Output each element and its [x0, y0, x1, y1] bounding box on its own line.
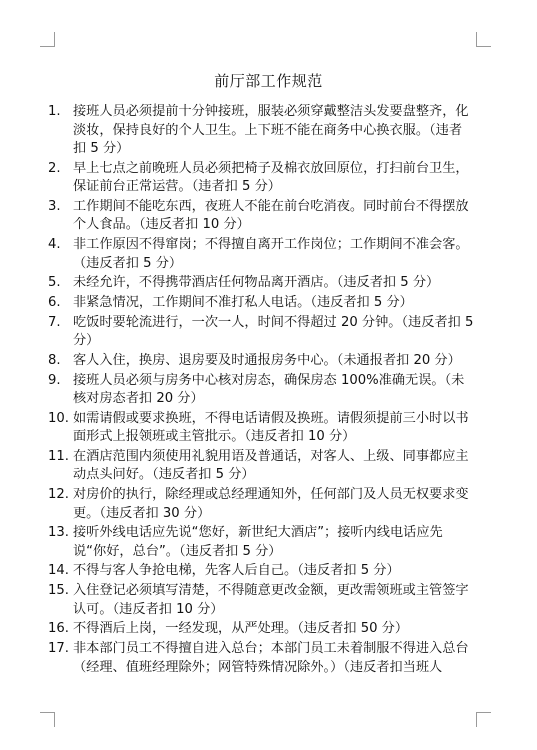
rule-number: 6. [48, 294, 61, 310]
rule-number: 5. [48, 275, 61, 291]
rule-number: 7. [48, 314, 61, 330]
rule-text: 入住登记必须填写清楚，不得随意更改金额，更改需领班或主管签字认可。（违反者扣 10 分） [73, 583, 469, 617]
rules-list [0, 103, 537, 678]
rule-number: 10. [48, 410, 69, 426]
crop-mark-bottom-left [40, 712, 55, 727]
rule-item [0, 410, 537, 447]
rule-number: 4. [48, 237, 61, 253]
rule-text: 不得与客人争抢电梯，先客人后自己。（违反者扣 5 分） [73, 563, 400, 579]
rule-number: 15. [48, 583, 69, 599]
rule-item [0, 103, 537, 159]
rule-number: 17. [48, 641, 69, 656]
rule-text: 不得酒后上岗，一经发现，从严处理。（违反者扣 50 分） [73, 621, 409, 637]
document-title: 前厅部工作规范 [214, 72, 323, 90]
rule-text: 如需请假或要求换班，不得电话请假及换班。请假须提前三小时以书面形式上报领班或主管批示。（违反者扣 10 分） [73, 410, 469, 445]
rule-text: 接听外线电话应先说“您好，新世纪大酒店”；接听内线电话应先说“你好，总台”。（违反者扣 5 分） [73, 525, 443, 559]
rule-number: 12. [48, 487, 69, 503]
rule-item [0, 314, 537, 351]
rule-number: 2. [48, 160, 61, 176]
rule-text: 未经允许，不得携带酒店任何物品离开酒店。（违反者扣 5 分） [73, 275, 440, 291]
rule-item [0, 294, 537, 313]
crop-mark-top-left [40, 32, 55, 47]
rule-number: 14. [48, 563, 69, 579]
rule-item [0, 582, 537, 619]
rule-number: 9. [48, 372, 61, 388]
rule-item [0, 352, 537, 371]
rule-text: 非工作原因不得窜岗；不得擅自离开工作岗位；工作期间不准会客。（违反者扣 5 分） [73, 237, 469, 271]
rule-text: 非紧急情况，工作期间不准打私人电话。（违反者扣 5 分） [73, 294, 413, 310]
rule-item [0, 274, 537, 293]
rule-text: 对房价的执行，除经理或总经理通知外，任何部门及人员无权要求变更。（违反者扣 30 分） [73, 487, 469, 521]
crop-mark-bottom-right [476, 712, 491, 727]
rule-number: 8. [48, 352, 61, 368]
rule-item [0, 486, 537, 523]
crop-mark-top-right [476, 32, 491, 47]
rule-text: 接班人员必须提前十分钟接班，服装必须穿戴整洁头发要盘整齐，化淡妆，保持良好的个人卫生。上下班不能在商务中心换衣服。（违者扣 5 分） [73, 104, 469, 156]
rule-item [0, 562, 537, 581]
rule-text: 吃饭时要轮流进行，一次一人，时间不得超过 20 分钟。（违反者扣 5 分） [73, 314, 474, 349]
rule-text: 接班人员必须与房务中心核对房态，确保房态 100%准确无误。（未核对房态者扣 20 分） [73, 372, 465, 406]
rule-number: 13. [48, 525, 69, 541]
rule-item [0, 620, 537, 639]
rule-text: 非本部门员工不得擅自进入总台；本部门员工未着制服不得进入总台（经理、值班经理除外；网管特殊情况除外。）（违反者扣当班人 [73, 641, 469, 675]
rule-number: 3. [48, 198, 61, 214]
rule-text: 客人入住，换房、退房要及时通报房务中心。（未通报者扣 20 分） [73, 352, 461, 368]
rule-item [0, 372, 537, 409]
rule-number: 11. [48, 448, 69, 464]
rule-number: 1. [48, 104, 61, 119]
rule-item [0, 236, 537, 273]
rule-item [0, 198, 537, 235]
rule-item [0, 524, 537, 561]
rule-text: 早上七点之前晚班人员必须把椅子及棉衣放回原位，打扫前台卫生，保证前台正常运营。（违者扣 5 分） [73, 160, 469, 195]
rule-item [0, 160, 537, 197]
rule-number: 16. [48, 621, 69, 637]
rule-item [0, 448, 537, 485]
rule-text: 在酒店范围内须使用礼貌用语及普通话，对客人、上级、同事都应主动点头问好。（违反者扣 5 分） [73, 448, 469, 483]
rule-item [0, 640, 537, 677]
rule-text: 工作期间不能吃东西，夜班人不能在前台吃消夜。同时前台不得摆放个人食品。（违反者扣 10 分） [73, 198, 469, 233]
